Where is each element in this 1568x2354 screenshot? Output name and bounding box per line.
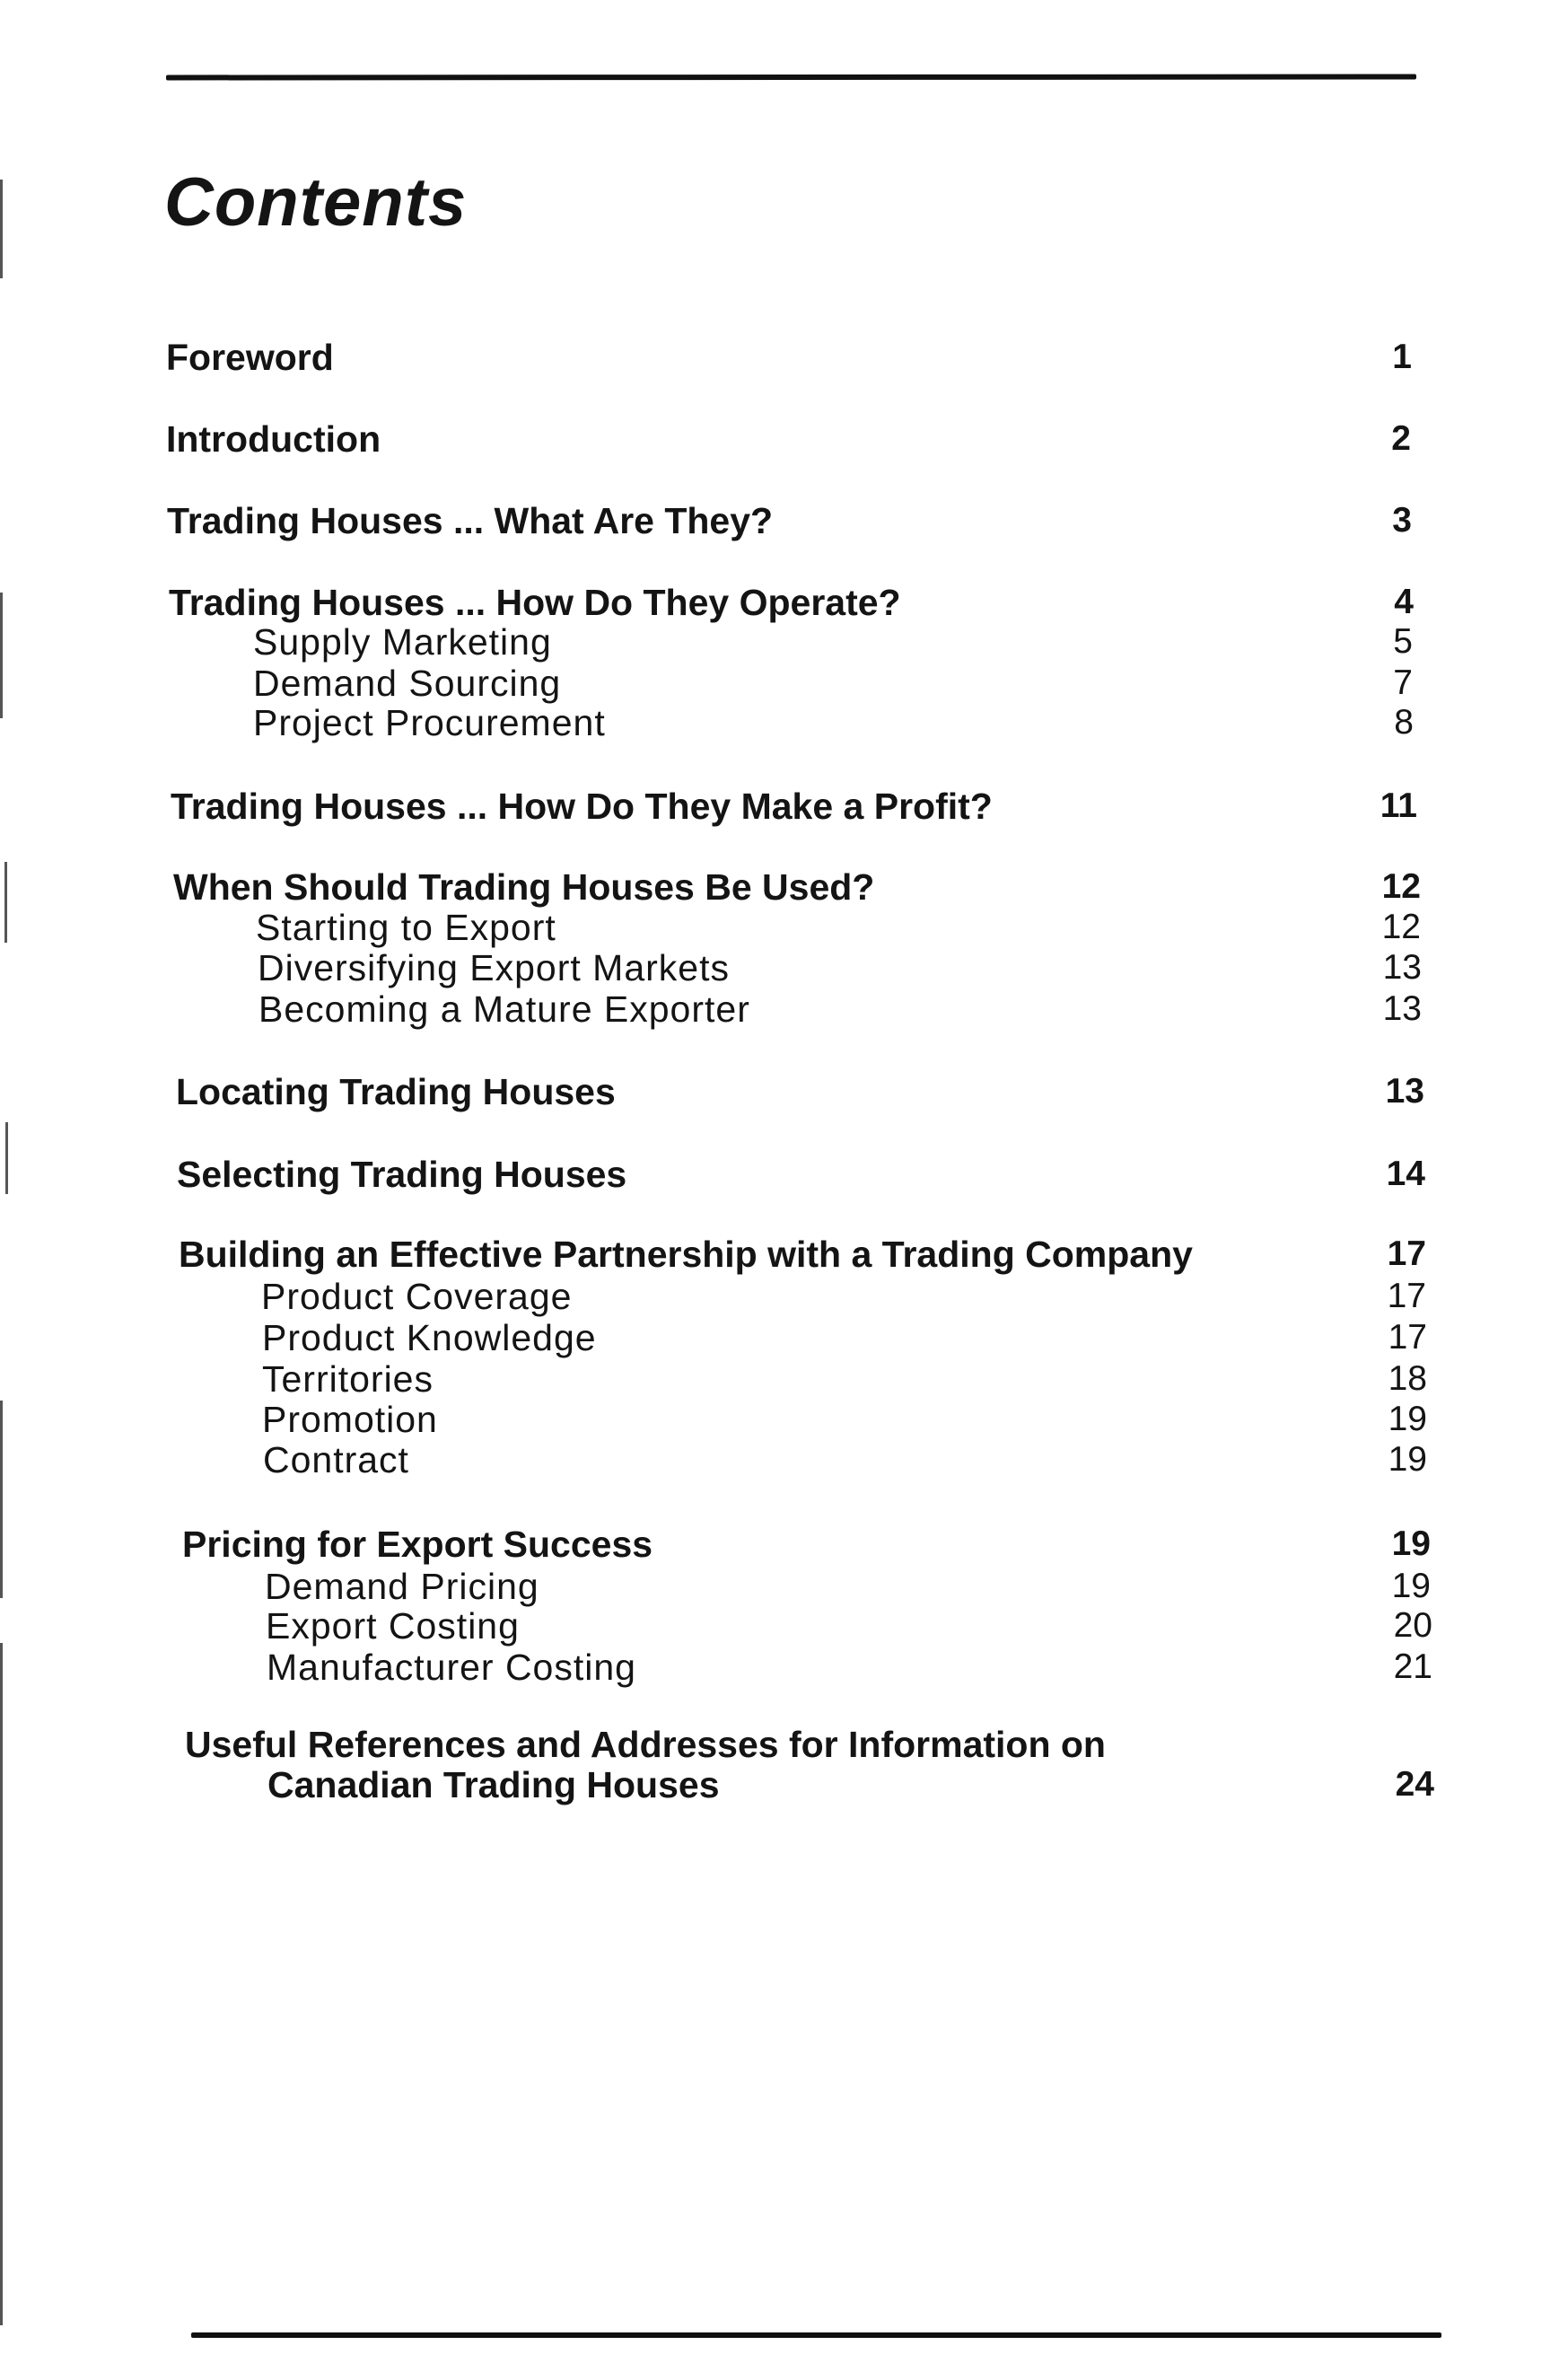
toc-page-number: 21	[1393, 1647, 1432, 1686]
toc-subentry-label: Supply Marketing	[253, 621, 552, 663]
toc-entry	[0, 865, 1568, 909]
toc-page-number: 7	[1393, 663, 1413, 702]
toc-page-number: 20	[1393, 1606, 1432, 1645]
toc-page-number: 17	[1387, 1234, 1426, 1273]
toc-subentry-label: Contract	[263, 1439, 409, 1480]
toc-heading-label: Trading Houses ... How Do They Make a Profit?	[171, 786, 993, 827]
toc-heading-label: Useful References and Addresses for Information on	[185, 1724, 1106, 1765]
toc-subentry-label: Project Procurement	[253, 702, 606, 743]
toc-entry	[0, 945, 1568, 990]
toc-page-number: 24	[1395, 1765, 1434, 1804]
toc-entry	[0, 417, 1568, 461]
toc-entry	[0, 700, 1568, 745]
toc-entry	[0, 580, 1568, 625]
toc-subentry-label: Export Costing	[266, 1605, 520, 1647]
toc-page-number: 13	[1385, 1072, 1424, 1111]
toc-entry	[0, 1645, 1568, 1690]
toc-subentry-label: Starting to Export	[256, 907, 556, 948]
toc-entry	[0, 784, 1568, 829]
toc-page-number: 14	[1386, 1155, 1425, 1193]
toc-heading-label: Pricing for Export Success	[182, 1524, 653, 1565]
toc-entry	[0, 335, 1568, 380]
toc-heading-label: Canadian Trading Houses	[267, 1764, 720, 1805]
toc-entry	[0, 1437, 1568, 1482]
page-title: Contents	[164, 164, 468, 241]
toc-subentry-label: Product Coverage	[261, 1276, 573, 1317]
toc-entry	[0, 661, 1568, 706]
toc-page-number: 19	[1388, 1440, 1427, 1479]
toc-subentry-label: Becoming a Mature Exporter	[258, 988, 750, 1030]
toc-subentry-label: Demand Pricing	[265, 1566, 539, 1607]
toc-entry	[0, 1232, 1568, 1277]
toc-page-number: 17	[1388, 1318, 1427, 1357]
toc-page-number: 19	[1388, 1400, 1427, 1438]
toc-entry	[0, 1603, 1568, 1648]
toc-subentry-label: Product Knowledge	[262, 1317, 597, 1358]
toc-heading-label: Building an Effective Partnership with a Trading Company	[179, 1234, 1193, 1275]
toc-entry	[0, 1564, 1568, 1609]
toc-subentry-label: Manufacturer Costing	[267, 1647, 636, 1688]
toc-entry	[0, 1357, 1568, 1401]
toc-page-number: 13	[1382, 989, 1422, 1028]
toc-entry	[0, 1152, 1568, 1197]
toc-subentry-label: Promotion	[262, 1399, 438, 1440]
toc-page-number: 4	[1394, 583, 1414, 621]
toc-heading-label: Trading Houses ... What Are They?	[167, 500, 774, 541]
bottom-rule	[191, 2332, 1441, 2338]
toc-entry	[0, 1274, 1568, 1319]
toc-page-number: 5	[1393, 622, 1413, 661]
toc-page-number: 19	[1391, 1567, 1431, 1605]
toc-entry	[0, 1069, 1568, 1114]
toc-heading-label: Selecting Trading Houses	[177, 1154, 627, 1195]
toc-heading-label: Trading Houses ... How Do They Operate?	[169, 582, 901, 623]
toc-heading-label: Introduction	[166, 418, 381, 460]
toc-entry	[0, 905, 1568, 950]
toc-page-number: 1	[1392, 338, 1412, 376]
toc-page-number: 12	[1381, 867, 1421, 906]
toc-subentry-label: Territories	[262, 1358, 434, 1400]
toc-heading-label: Locating Trading Houses	[176, 1071, 616, 1112]
toc-page-number: 12	[1381, 908, 1421, 946]
toc-entry	[0, 1397, 1568, 1442]
toc-page-number: 17	[1387, 1277, 1426, 1315]
toc-page-number: 13	[1382, 948, 1422, 987]
toc-page-number: 8	[1394, 703, 1414, 742]
toc-heading-label: Foreword	[166, 337, 334, 378]
toc-entry	[0, 1522, 1568, 1567]
toc-entry	[0, 1722, 1568, 1767]
toc-entry	[0, 498, 1568, 543]
toc-subentry-label: Demand Sourcing	[253, 663, 562, 704]
toc-entry	[0, 1762, 1568, 1807]
toc-page-number: 18	[1388, 1359, 1427, 1398]
top-rule	[166, 75, 1416, 81]
toc-entry	[0, 987, 1568, 1032]
toc-heading-label: When Should Trading Houses Be Used?	[173, 866, 875, 908]
toc-page-number: 3	[1392, 501, 1412, 540]
toc-page-number: 2	[1391, 419, 1411, 458]
toc-subentry-label: Diversifying Export Markets	[258, 947, 730, 988]
toc-page-number: 11	[1380, 786, 1417, 825]
toc-page-number: 19	[1391, 1524, 1431, 1563]
toc-entry	[0, 619, 1568, 664]
toc-entry	[0, 1315, 1568, 1360]
